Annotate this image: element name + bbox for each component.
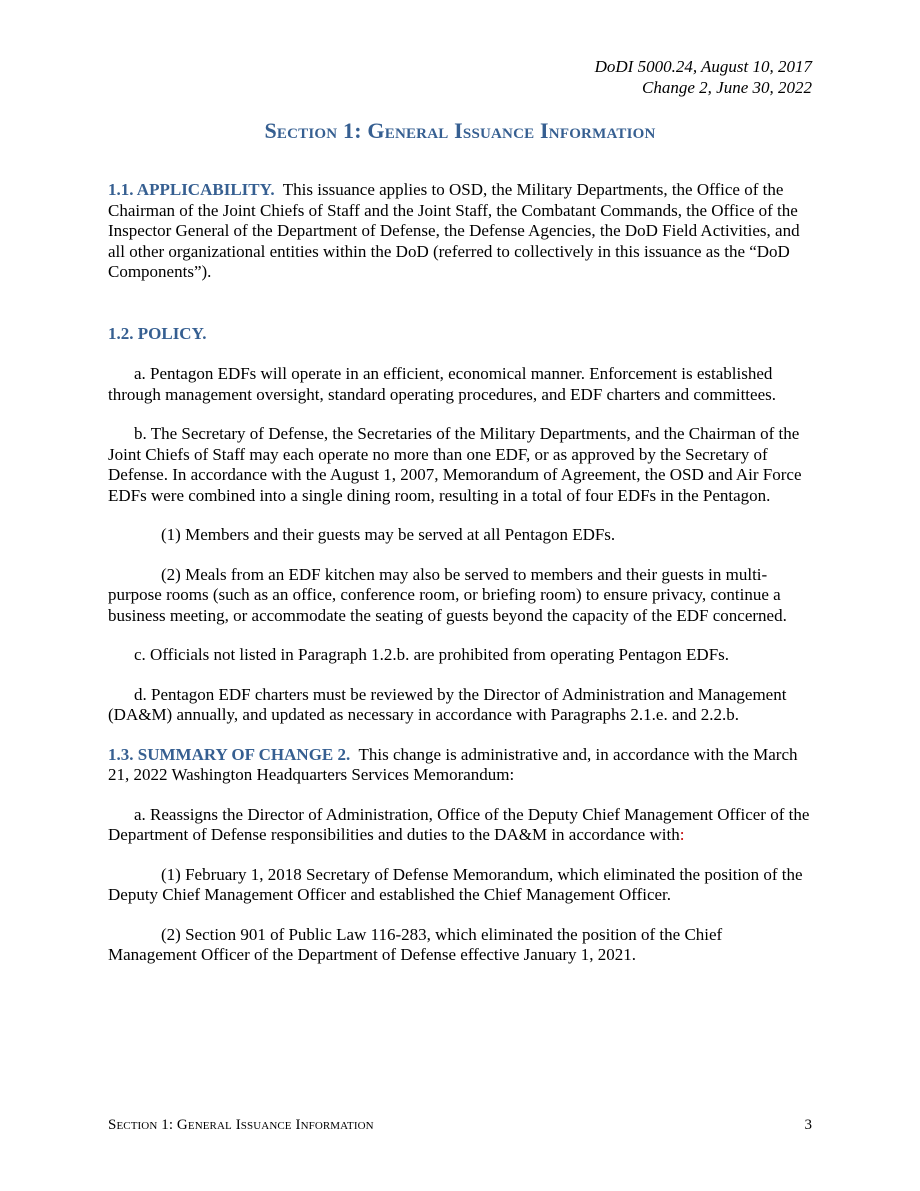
- paragraph-1-3-a: [108, 805, 812, 846]
- footer-section-title: Section 1: General Issuance Information: [108, 1117, 374, 1133]
- paragraph-1-2-c: c. Officials not listed in Paragraph 1.2.b. are prohibited from operating Pentagon EDFs.: [134, 645, 730, 664]
- paragraph-1-2-b-1: (1) Members and their guests may be served at all Pentagon EDFs.: [161, 525, 616, 544]
- paragraph-1-2-b-2: (2) Meals from an EDF kitchen may also be served to members and their guests in multi-purpose rooms (such as an office, conference room, or briefing room) to ensure privacy, continue a business meeting, or accommodate the seating of guests beyond the capacity of the EDF concerned.: [108, 564, 787, 625]
- paragraph-1-2-a: a. Pentagon EDFs will operate in an efficient, economical manner. Enforcement is established through management oversight, standard operating procedures, and EDF charters and committees.: [108, 364, 776, 404]
- paragraph-1-2-d: d. Pentagon EDF charters must be reviewed by the Director of Administration and Management (DA&M) annually, and updated as necessary in accordance with Paragraphs 2.1.e. and 2.2.b.: [108, 684, 787, 724]
- heading-1-3: 1.3. SUMMARY OF CHANGE 2.: [108, 744, 351, 764]
- running-footer: [108, 1117, 812, 1134]
- paragraph-1-3-a-1: (1) February 1, 2018 Secretary of Defense Memorandum, which eliminated the position of the Deputy Chief Management Officer and established the Chief Management Officer.: [108, 864, 803, 904]
- running-header: [595, 56, 812, 98]
- header-change: Change 2, June 30, 2022: [642, 78, 812, 97]
- paragraph-1-3-text: This change is administrative and, in accordance with the March 21, 2022 Washington Headquarters Services Memorandum:: [108, 744, 798, 784]
- heading-1-2: 1.2. POLICY.: [108, 323, 207, 343]
- heading-1-1: 1.1. APPLICABILITY.: [108, 180, 275, 199]
- paragraph-1-1-text: This issuance applies to OSD, the Military Departments, the Office of the Chairman of the Joint Chiefs of Staff and the Joint Staff, the Combatant Commands, the Office of the Inspector General of the Department of Defense, the Defense Agencies, the DoD Field Activities, and all other organizational entities within the DoD (referred to collectively in this issuance as the “DoD Components”).: [108, 180, 800, 281]
- revision-mark: :: [679, 825, 685, 844]
- document-body: [108, 180, 812, 966]
- paragraph-1-3-a-2: (2) Section 901 of Public Law 116-283, which eliminated the position of the Chief Management Officer of the Department of Defense effective January 1, 2021.: [108, 924, 723, 964]
- page-number: 3: [804, 1117, 812, 1133]
- paragraph-1-2-b: b. The Secretary of Defense, the Secretaries of the Military Departments, and the Chairman of the Joint Chiefs of Staff may each operate no more than one EDF, or as approved by the Secretary of Defense. In accordance with the August 1, 2007, Memorandum of Agreement, the OSD and Air Force EDFs were combined into a single dining room, resulting in a total of four EDFs in the Pentagon.: [108, 424, 802, 505]
- header-doc-id: DoDI 5000.24, August 10, 2017: [594, 57, 812, 76]
- paragraph-1-1: [108, 180, 812, 283]
- paragraph-1-3-a-text: a. Reassigns the Director of Administration, Office of the Deputy Chief Management Officer of the Department of Defense responsibilities and duties to the DA&M in accordance with: [108, 804, 810, 844]
- section-title: Section 1: General Issuance Information: [264, 118, 656, 143]
- paragraph-1-3: [108, 745, 812, 786]
